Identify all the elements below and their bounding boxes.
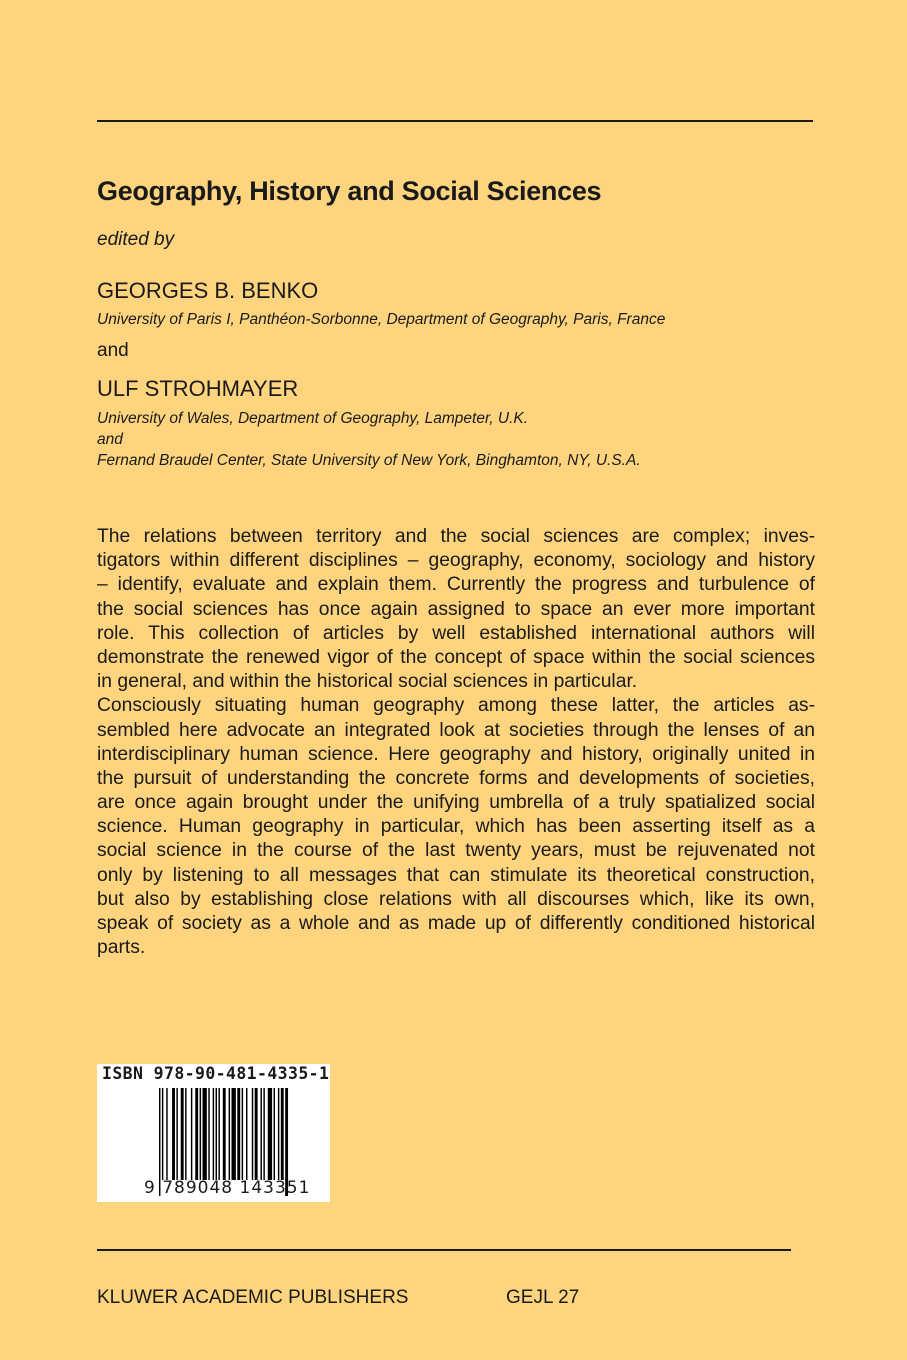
barcode-bar xyxy=(263,1088,264,1180)
editor2-affiliation1: University of Wales, Department of Geography, Lampeter, U.K. xyxy=(97,410,529,427)
body-line: the social sciences has once again assigned to space an ever more important xyxy=(97,598,815,620)
bottom-rule xyxy=(97,1249,791,1251)
book-title: Geography, History and Social Sciences xyxy=(97,176,602,206)
top-rule xyxy=(97,120,813,122)
barcode-bar xyxy=(200,1088,201,1180)
body-line: The relations between territory and the social sciences are complex; inves- xyxy=(97,526,815,547)
barcode-bar xyxy=(195,1088,198,1180)
barcode-bar xyxy=(185,1088,186,1180)
barcode-bar xyxy=(255,1088,258,1180)
edited-by-label: edited by xyxy=(97,229,175,250)
series-code: GEJL 27 xyxy=(506,1287,580,1308)
barcode-bar xyxy=(252,1088,253,1180)
barcode-bar xyxy=(166,1088,167,1180)
barcode-bar xyxy=(281,1088,284,1180)
barcode-bar xyxy=(181,1088,184,1180)
ean-number: 9 789048 143351 xyxy=(144,1178,311,1198)
barcode-bar xyxy=(191,1088,192,1180)
barcode-bar xyxy=(218,1088,219,1180)
barcode-bar xyxy=(274,1088,275,1180)
barcode-bar xyxy=(162,1088,163,1180)
body-line: – identify, evaluate and explain them. Currently the progress and turbulence of xyxy=(97,574,815,596)
body-line: speak of society as a whole and as made up of differently conditioned historical xyxy=(97,913,815,934)
barcode-bar xyxy=(278,1088,279,1180)
editor2-name: ULF STROHMAYER xyxy=(97,376,299,401)
barcode-bar xyxy=(203,1088,207,1180)
barcode-bar xyxy=(261,1088,262,1180)
body-line: science. Human geography in particular, which has been asserting itself as a xyxy=(97,816,815,838)
barcode-bar xyxy=(229,1088,230,1180)
barcode-bar xyxy=(246,1088,247,1180)
body-line: the pursuit of understanding the concrete forms and developments of societies, xyxy=(97,767,815,789)
body-line: sembled here advocate an integrated look at societies through the lenses of an xyxy=(97,719,815,741)
body-line: demonstrate the renewed vigor of the concept of space within the social sciences xyxy=(97,646,815,668)
editor2-affiliation2: Fernand Braudel Center, State University of New York, Binghamton, NY, U.S.A. xyxy=(97,452,641,469)
barcode-bar xyxy=(176,1088,177,1180)
body-line: Consciously situating human geography among these latter, the articles as- xyxy=(97,695,815,717)
publisher-name: KLUWER ACADEMIC PUBLISHERS xyxy=(97,1287,409,1308)
body-line: are once again brought under the unifying umbrella of a truly spatialized social xyxy=(97,792,815,814)
body-line: only by listening to all messages that can stimulate its theoretical construction, xyxy=(97,864,815,886)
barcode-bar xyxy=(268,1088,272,1180)
and-label: and xyxy=(97,340,129,361)
barcode-bar xyxy=(223,1088,226,1180)
body-line: role. This collection of articles by well established international authors will xyxy=(97,622,815,644)
body-line: tigators within different disciplines – geography, economy, sociology and history xyxy=(97,550,815,572)
isbn-text: ISBN 978-90-481-4335-1 xyxy=(102,1064,330,1083)
barcode-bar xyxy=(208,1088,209,1180)
body-line: but also by establishing close relations with all discourses which, like its own, xyxy=(97,888,815,910)
body-line: interdisciplinary human science. Here geography and history, originally united in xyxy=(97,743,815,765)
barcode-bar xyxy=(216,1088,217,1180)
editor1-affiliation: University of Paris I, Panthéon-Sorbonne, Department of Geography, Paris, France xyxy=(97,311,666,328)
isbn-barcode xyxy=(97,1064,330,1202)
barcode-bar xyxy=(232,1088,236,1180)
body-line: parts. xyxy=(97,937,146,959)
barcode-bar xyxy=(242,1088,243,1180)
barcode-bar xyxy=(172,1088,175,1180)
body-line: in general, and within the historical social sciences in particular. xyxy=(97,671,638,693)
editor2-and: and xyxy=(97,431,123,448)
barcode-bar xyxy=(213,1088,214,1180)
editor1-name: GEORGES B. BENKO xyxy=(97,278,319,303)
body-line: social science in the course of the last twenty years, must be rejuvenated not xyxy=(97,840,815,862)
blurb-text xyxy=(97,525,815,960)
barcode-bar xyxy=(237,1088,240,1180)
